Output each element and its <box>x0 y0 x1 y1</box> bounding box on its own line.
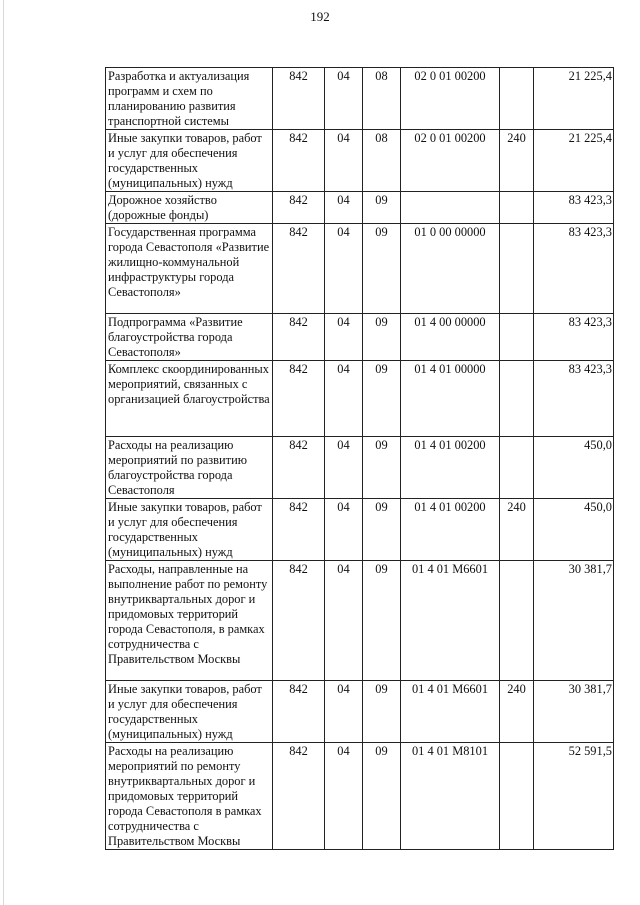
row-expense-type <box>500 224 534 314</box>
row-section: 04 <box>325 561 363 681</box>
page-number: 192 <box>310 9 330 24</box>
row-target-code: 02 0 01 00200 <box>401 68 500 130</box>
row-subsection: 09 <box>363 224 401 314</box>
row-name: Расходы на реализацию мероприятий по ремонту внутриквартальных дорог и придомовых территорий города Севастополя в рамках сотрудничества с Правительством Москвы <box>106 743 273 850</box>
row-subsection: 09 <box>363 499 401 561</box>
row-subsection: 08 <box>363 130 401 192</box>
row-name: Иные закупки товаров, работ и услуг для обеспечения государственных (муниципальных) нужд <box>106 681 273 743</box>
row-section: 04 <box>325 224 363 314</box>
row-grbs: 842 <box>273 361 325 437</box>
row-name: Подпрограмма «Развитие благоустройства города Севастополя» <box>106 314 273 361</box>
row-grbs: 842 <box>273 192 325 224</box>
row-name: Дорожное хозяйство (дорожные фонды) <box>106 192 273 224</box>
row-name: Комплекс скоординированных мероприятий, связанных с организацией благоустройства <box>106 361 273 437</box>
row-subsection: 09 <box>363 437 401 499</box>
row-target-code: 01 4 01 00000 <box>401 361 500 437</box>
row-expense-type <box>500 437 534 499</box>
row-expense-type <box>500 314 534 361</box>
row-subsection: 09 <box>363 192 401 224</box>
row-grbs: 842 <box>273 681 325 743</box>
row-grbs: 842 <box>273 743 325 850</box>
row-target-code: 01 4 01 00200 <box>401 499 500 561</box>
row-amount: 30 381,7 <box>534 681 614 743</box>
row-section: 04 <box>325 314 363 361</box>
row-amount: 30 381,7 <box>534 561 614 681</box>
table-row <box>106 314 614 361</box>
scan-edge-line <box>3 0 4 905</box>
row-expense-type: 240 <box>500 499 534 561</box>
row-target-code: 01 4 01 М8101 <box>401 743 500 850</box>
row-amount: 83 423,3 <box>534 361 614 437</box>
row-target-code: 01 4 01 00200 <box>401 437 500 499</box>
row-amount: 83 423,3 <box>534 192 614 224</box>
row-amount: 450,0 <box>534 499 614 561</box>
row-subsection: 08 <box>363 68 401 130</box>
row-target-code: 01 4 01 М6601 <box>401 561 500 681</box>
row-grbs: 842 <box>273 224 325 314</box>
row-expense-type <box>500 361 534 437</box>
row-name: Иные закупки товаров, работ и услуг для обеспечения государственных (муниципальных) нужд <box>106 499 273 561</box>
row-target-code: 01 4 01 М6601 <box>401 681 500 743</box>
table-row <box>106 437 614 499</box>
row-expense-type <box>500 68 534 130</box>
row-subsection: 09 <box>363 361 401 437</box>
row-section: 04 <box>325 681 363 743</box>
row-grbs: 842 <box>273 437 325 499</box>
row-grbs: 842 <box>273 130 325 192</box>
row-subsection: 09 <box>363 743 401 850</box>
row-section: 04 <box>325 437 363 499</box>
row-expense-type <box>500 743 534 850</box>
table-row <box>106 224 614 314</box>
table-row <box>106 192 614 224</box>
row-subsection: 09 <box>363 561 401 681</box>
table-row <box>106 561 614 681</box>
row-expense-type <box>500 192 534 224</box>
row-amount: 21 225,4 <box>534 68 614 130</box>
row-amount: 83 423,3 <box>534 314 614 361</box>
row-amount: 21 225,4 <box>534 130 614 192</box>
row-amount: 52 591,5 <box>534 743 614 850</box>
table-row <box>106 68 614 130</box>
row-target-code: 01 0 00 00000 <box>401 224 500 314</box>
row-amount: 83 423,3 <box>534 224 614 314</box>
row-grbs: 842 <box>273 561 325 681</box>
row-name: Иные закупки товаров, работ и услуг для обеспечения государственных (муниципальных) нужд <box>106 130 273 192</box>
row-section: 04 <box>325 361 363 437</box>
row-amount: 450,0 <box>534 437 614 499</box>
row-subsection: 09 <box>363 314 401 361</box>
row-section: 04 <box>325 130 363 192</box>
row-section: 04 <box>325 68 363 130</box>
row-name: Государственная программа города Севастополя «Развитие жилищно-коммунальной инфраструктуры города Севастополя» <box>106 224 273 314</box>
row-expense-type <box>500 561 534 681</box>
row-section: 04 <box>325 192 363 224</box>
row-section: 04 <box>325 499 363 561</box>
table-row <box>106 499 614 561</box>
table-row <box>106 130 614 192</box>
row-expense-type: 240 <box>500 681 534 743</box>
table-row <box>106 361 614 437</box>
row-name: Расходы на реализацию мероприятий по развитию благоустройства города Севастополя <box>106 437 273 499</box>
row-expense-type: 240 <box>500 130 534 192</box>
row-section: 04 <box>325 743 363 850</box>
row-subsection: 09 <box>363 681 401 743</box>
row-grbs: 842 <box>273 499 325 561</box>
row-target-code <box>401 192 500 224</box>
row-grbs: 842 <box>273 314 325 361</box>
table-row <box>106 743 614 850</box>
budget-table <box>105 67 614 850</box>
row-grbs: 842 <box>273 68 325 130</box>
row-name: Расходы, направленные на выполнение работ по ремонту внутриквартальных дорог и придомовых территорий города Севастополя, в рамках сотрудничества с Правительством Москвы <box>106 561 273 681</box>
table-row <box>106 681 614 743</box>
row-target-code: 02 0 01 00200 <box>401 130 500 192</box>
row-target-code: 01 4 00 00000 <box>401 314 500 361</box>
row-name: Разработка и актуализация программ и схем по планированию развития транспортной системы <box>106 68 273 130</box>
